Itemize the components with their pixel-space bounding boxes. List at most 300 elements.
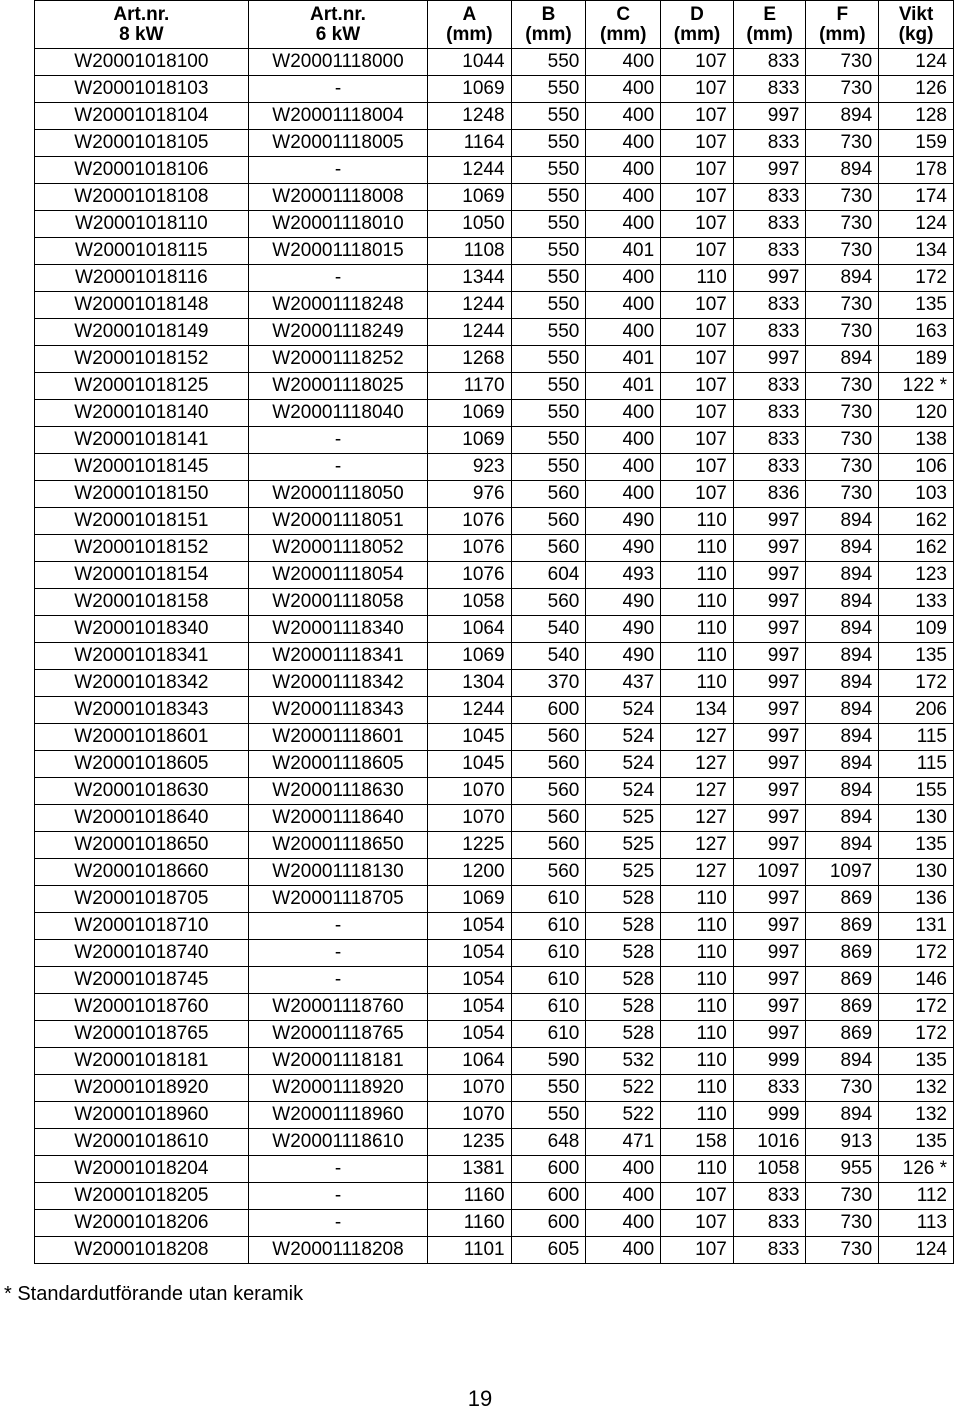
f-cell: 894 xyxy=(806,589,879,616)
e-cell: 997 xyxy=(733,562,806,589)
d-cell: 107 xyxy=(661,49,734,76)
e-cell: 833 xyxy=(733,1237,806,1264)
e-cell: 997 xyxy=(733,832,806,859)
art-nr-8kw-cell: W20001018152 xyxy=(35,535,249,562)
c-cell: 528 xyxy=(586,940,661,967)
e-cell: 997 xyxy=(733,724,806,751)
c-cell: 532 xyxy=(586,1048,661,1075)
table-row xyxy=(35,1183,954,1210)
f-cell: 730 xyxy=(806,130,879,157)
art-nr-6kw-cell: W20001118342 xyxy=(248,670,428,697)
b-cell: 610 xyxy=(511,994,586,1021)
c-cell: 528 xyxy=(586,994,661,1021)
art-nr-6kw-cell: W20001118040 xyxy=(248,400,428,427)
d-cell: 107 xyxy=(661,211,734,238)
e-cell: 833 xyxy=(733,292,806,319)
d-cell: 107 xyxy=(661,481,734,508)
a-cell: 1160 xyxy=(428,1183,511,1210)
a-cell: 1054 xyxy=(428,913,511,940)
f-cell: 894 xyxy=(806,697,879,724)
c-cell: 490 xyxy=(586,508,661,535)
art-nr-8kw-cell: W20001018705 xyxy=(35,886,249,913)
f-cell: 1097 xyxy=(806,859,879,886)
table-row xyxy=(35,157,954,184)
e-cell: 833 xyxy=(733,454,806,481)
f-cell: 869 xyxy=(806,940,879,967)
c-cell: 401 xyxy=(586,346,661,373)
e-cell: 997 xyxy=(733,751,806,778)
art-nr-6kw-cell: - xyxy=(248,940,428,967)
a-cell: 1244 xyxy=(428,157,511,184)
vikt-cell: 106 xyxy=(879,454,954,481)
art-nr-6kw-cell: W20001118051 xyxy=(248,508,428,535)
table-row xyxy=(35,292,954,319)
e-cell: 997 xyxy=(733,913,806,940)
art-nr-8kw-cell: W20001018106 xyxy=(35,157,249,184)
art-nr-8kw-cell: W20001018605 xyxy=(35,751,249,778)
vikt-cell: 172 xyxy=(879,670,954,697)
b-cell: 560 xyxy=(511,859,586,886)
c-cell: 490 xyxy=(586,616,661,643)
table-row xyxy=(35,508,954,535)
a-cell: 1160 xyxy=(428,1210,511,1237)
e-cell: 997 xyxy=(733,616,806,643)
f-cell: 730 xyxy=(806,1183,879,1210)
b-cell: 560 xyxy=(511,832,586,859)
table-row xyxy=(35,697,954,724)
a-cell: 1050 xyxy=(428,211,511,238)
f-cell: 730 xyxy=(806,1075,879,1102)
f-cell: 730 xyxy=(806,454,879,481)
b-cell: 550 xyxy=(511,211,586,238)
vikt-cell: 172 xyxy=(879,1021,954,1048)
table-row xyxy=(35,130,954,157)
art-nr-8kw-cell: W20001018204 xyxy=(35,1156,249,1183)
table-row xyxy=(35,805,954,832)
c-cell: 524 xyxy=(586,724,661,751)
b-cell: 560 xyxy=(511,805,586,832)
a-cell: 1045 xyxy=(428,724,511,751)
table-row xyxy=(35,589,954,616)
d-cell: 107 xyxy=(661,373,734,400)
art-nr-8kw-cell: W20001018150 xyxy=(35,481,249,508)
b-cell: 560 xyxy=(511,481,586,508)
art-nr-6kw-cell: W20001118052 xyxy=(248,535,428,562)
a-cell: 1248 xyxy=(428,103,511,130)
d-cell: 127 xyxy=(661,859,734,886)
c-cell: 524 xyxy=(586,751,661,778)
table-row xyxy=(35,211,954,238)
d-cell: 110 xyxy=(661,1048,734,1075)
art-nr-6kw-cell: W20001118249 xyxy=(248,319,428,346)
art-nr-8kw-cell: W20001018745 xyxy=(35,967,249,994)
table-row xyxy=(35,184,954,211)
art-nr-8kw-cell: W20001018141 xyxy=(35,427,249,454)
vikt-cell: 130 xyxy=(879,805,954,832)
d-cell: 107 xyxy=(661,1183,734,1210)
a-cell: 1070 xyxy=(428,778,511,805)
art-nr-6kw-cell: W20001118601 xyxy=(248,724,428,751)
art-nr-8kw-cell: W20001018154 xyxy=(35,562,249,589)
table-row xyxy=(35,238,954,265)
dimension-table xyxy=(34,0,954,1264)
c-cell: 522 xyxy=(586,1102,661,1129)
c-cell: 522 xyxy=(586,1075,661,1102)
vikt-cell: 115 xyxy=(879,724,954,751)
a-cell: 1069 xyxy=(428,184,511,211)
art-nr-6kw-cell: - xyxy=(248,1183,428,1210)
c-cell: 524 xyxy=(586,778,661,805)
header-d: D (mm) xyxy=(661,1,734,49)
art-nr-6kw-cell: - xyxy=(248,454,428,481)
art-nr-8kw-cell: W20001018140 xyxy=(35,400,249,427)
b-cell: 550 xyxy=(511,319,586,346)
art-nr-6kw-cell: W20001118765 xyxy=(248,1021,428,1048)
art-nr-6kw-cell: W20001118248 xyxy=(248,292,428,319)
vikt-cell: 206 xyxy=(879,697,954,724)
c-cell: 528 xyxy=(586,886,661,913)
b-cell: 560 xyxy=(511,724,586,751)
table-row xyxy=(35,751,954,778)
c-cell: 400 xyxy=(586,1183,661,1210)
d-cell: 110 xyxy=(661,994,734,1021)
header-a: A (mm) xyxy=(428,1,511,49)
d-cell: 127 xyxy=(661,832,734,859)
f-cell: 894 xyxy=(806,346,879,373)
art-nr-8kw-cell: W20001018105 xyxy=(35,130,249,157)
c-cell: 400 xyxy=(586,292,661,319)
e-cell: 999 xyxy=(733,1048,806,1075)
art-nr-6kw-cell: W20001118010 xyxy=(248,211,428,238)
f-cell: 730 xyxy=(806,319,879,346)
d-cell: 107 xyxy=(661,454,734,481)
f-cell: 894 xyxy=(806,157,879,184)
e-cell: 997 xyxy=(733,670,806,697)
art-nr-6kw-cell: W20001118058 xyxy=(248,589,428,616)
a-cell: 1244 xyxy=(428,292,511,319)
e-cell: 997 xyxy=(733,535,806,562)
c-cell: 528 xyxy=(586,913,661,940)
f-cell: 894 xyxy=(806,508,879,535)
b-cell: 550 xyxy=(511,1102,586,1129)
a-cell: 1069 xyxy=(428,643,511,670)
d-cell: 107 xyxy=(661,238,734,265)
b-cell: 610 xyxy=(511,1021,586,1048)
page-number: 19 xyxy=(467,1386,493,1411)
vikt-cell: 128 xyxy=(879,103,954,130)
table-row xyxy=(35,913,954,940)
table-row xyxy=(35,724,954,751)
table-row xyxy=(35,265,954,292)
d-cell: 107 xyxy=(661,184,734,211)
a-cell: 1304 xyxy=(428,670,511,697)
c-cell: 490 xyxy=(586,643,661,670)
table-row xyxy=(35,319,954,346)
table-row xyxy=(35,643,954,670)
d-cell: 110 xyxy=(661,967,734,994)
a-cell: 1268 xyxy=(428,346,511,373)
art-nr-8kw-cell: W20001018208 xyxy=(35,1237,249,1264)
table-row xyxy=(35,373,954,400)
art-nr-8kw-cell: W20001018610 xyxy=(35,1129,249,1156)
table-row xyxy=(35,535,954,562)
art-nr-8kw-cell: W20001018341 xyxy=(35,643,249,670)
vikt-cell: 132 xyxy=(879,1075,954,1102)
header-c: C (mm) xyxy=(586,1,661,49)
f-cell: 869 xyxy=(806,994,879,1021)
table-row xyxy=(35,859,954,886)
c-cell: 471 xyxy=(586,1129,661,1156)
e-cell: 833 xyxy=(733,49,806,76)
f-cell: 730 xyxy=(806,238,879,265)
e-cell: 833 xyxy=(733,1075,806,1102)
f-cell: 869 xyxy=(806,1021,879,1048)
f-cell: 894 xyxy=(806,265,879,292)
vikt-cell: 146 xyxy=(879,967,954,994)
art-nr-8kw-cell: W20001018110 xyxy=(35,211,249,238)
vikt-cell: 124 xyxy=(879,211,954,238)
c-cell: 437 xyxy=(586,670,661,697)
d-cell: 107 xyxy=(661,427,734,454)
art-nr-8kw-cell: W20001018640 xyxy=(35,805,249,832)
art-nr-8kw-cell: W20001018206 xyxy=(35,1210,249,1237)
table-row xyxy=(35,76,954,103)
d-cell: 110 xyxy=(661,616,734,643)
f-cell: 869 xyxy=(806,886,879,913)
a-cell: 1070 xyxy=(428,1102,511,1129)
c-cell: 400 xyxy=(586,1210,661,1237)
e-cell: 999 xyxy=(733,1102,806,1129)
header-f: F (mm) xyxy=(806,1,879,49)
art-nr-6kw-cell: W20001118004 xyxy=(248,103,428,130)
table-row xyxy=(35,49,954,76)
art-nr-6kw-cell: W20001118000 xyxy=(248,49,428,76)
d-cell: 127 xyxy=(661,751,734,778)
e-cell: 997 xyxy=(733,346,806,373)
art-nr-8kw-cell: W20001018760 xyxy=(35,994,249,1021)
a-cell: 1069 xyxy=(428,427,511,454)
f-cell: 894 xyxy=(806,832,879,859)
footnote: * Standardutförande utan keramik xyxy=(4,1283,304,1305)
art-nr-8kw-cell: W20001018158 xyxy=(35,589,249,616)
art-nr-6kw-cell: W20001118054 xyxy=(248,562,428,589)
table-row xyxy=(35,400,954,427)
a-cell: 1076 xyxy=(428,535,511,562)
vikt-cell: 130 xyxy=(879,859,954,886)
vikt-cell: 135 xyxy=(879,832,954,859)
d-cell: 110 xyxy=(661,508,734,535)
f-cell: 955 xyxy=(806,1156,879,1183)
e-cell: 833 xyxy=(733,319,806,346)
e-cell: 833 xyxy=(733,130,806,157)
vikt-cell: 109 xyxy=(879,616,954,643)
c-cell: 400 xyxy=(586,211,661,238)
e-cell: 997 xyxy=(733,778,806,805)
art-nr-6kw-cell: - xyxy=(248,1156,428,1183)
d-cell: 127 xyxy=(661,724,734,751)
c-cell: 525 xyxy=(586,859,661,886)
b-cell: 550 xyxy=(511,76,586,103)
table-header-row xyxy=(35,1,954,49)
art-nr-8kw-cell: W20001018710 xyxy=(35,913,249,940)
e-cell: 997 xyxy=(733,589,806,616)
art-nr-8kw-cell: W20001018342 xyxy=(35,670,249,697)
art-nr-6kw-cell: - xyxy=(248,265,428,292)
vikt-cell: 131 xyxy=(879,913,954,940)
c-cell: 528 xyxy=(586,967,661,994)
art-nr-8kw-cell: W20001018149 xyxy=(35,319,249,346)
b-cell: 540 xyxy=(511,643,586,670)
art-nr-6kw-cell: W20001118015 xyxy=(248,238,428,265)
vikt-cell: 115 xyxy=(879,751,954,778)
art-nr-8kw-cell: W20001018740 xyxy=(35,940,249,967)
art-nr-8kw-cell: W20001018125 xyxy=(35,373,249,400)
vikt-cell: 134 xyxy=(879,238,954,265)
a-cell: 1076 xyxy=(428,508,511,535)
d-cell: 110 xyxy=(661,589,734,616)
f-cell: 730 xyxy=(806,211,879,238)
art-nr-6kw-cell: W20001118760 xyxy=(248,994,428,1021)
table-row xyxy=(35,562,954,589)
a-cell: 1244 xyxy=(428,697,511,724)
b-cell: 600 xyxy=(511,1183,586,1210)
b-cell: 370 xyxy=(511,670,586,697)
e-cell: 833 xyxy=(733,1210,806,1237)
a-cell: 1244 xyxy=(428,319,511,346)
art-nr-8kw-cell: W20001018100 xyxy=(35,49,249,76)
e-cell: 997 xyxy=(733,643,806,670)
d-cell: 107 xyxy=(661,103,734,130)
b-cell: 610 xyxy=(511,967,586,994)
f-cell: 894 xyxy=(806,670,879,697)
vikt-cell: 120 xyxy=(879,400,954,427)
art-nr-6kw-cell: W20001118640 xyxy=(248,805,428,832)
art-nr-6kw-cell: W20001118343 xyxy=(248,697,428,724)
art-nr-8kw-cell: W20001018152 xyxy=(35,346,249,373)
c-cell: 400 xyxy=(586,319,661,346)
vikt-cell: 138 xyxy=(879,427,954,454)
c-cell: 528 xyxy=(586,1021,661,1048)
art-nr-6kw-cell: W20001118050 xyxy=(248,481,428,508)
art-nr-6kw-cell: W20001118181 xyxy=(248,1048,428,1075)
table-row xyxy=(35,1156,954,1183)
vikt-cell: 135 xyxy=(879,1048,954,1075)
a-cell: 1235 xyxy=(428,1129,511,1156)
c-cell: 400 xyxy=(586,130,661,157)
e-cell: 997 xyxy=(733,508,806,535)
art-nr-8kw-cell: W20001018151 xyxy=(35,508,249,535)
b-cell: 550 xyxy=(511,427,586,454)
art-nr-8kw-cell: W20001018601 xyxy=(35,724,249,751)
b-cell: 550 xyxy=(511,103,586,130)
art-nr-8kw-cell: W20001018205 xyxy=(35,1183,249,1210)
e-cell: 997 xyxy=(733,994,806,1021)
b-cell: 600 xyxy=(511,1156,586,1183)
e-cell: 833 xyxy=(733,373,806,400)
d-cell: 110 xyxy=(661,1102,734,1129)
b-cell: 604 xyxy=(511,562,586,589)
art-nr-6kw-cell: W20001118252 xyxy=(248,346,428,373)
art-nr-8kw-cell: W20001018116 xyxy=(35,265,249,292)
a-cell: 1064 xyxy=(428,616,511,643)
c-cell: 400 xyxy=(586,427,661,454)
f-cell: 730 xyxy=(806,427,879,454)
c-cell: 400 xyxy=(586,265,661,292)
vikt-cell: 135 xyxy=(879,292,954,319)
vikt-cell: 113 xyxy=(879,1210,954,1237)
e-cell: 997 xyxy=(733,886,806,913)
a-cell: 1200 xyxy=(428,859,511,886)
f-cell: 730 xyxy=(806,49,879,76)
e-cell: 833 xyxy=(733,184,806,211)
e-cell: 833 xyxy=(733,238,806,265)
f-cell: 894 xyxy=(806,778,879,805)
table-row xyxy=(35,1048,954,1075)
e-cell: 1058 xyxy=(733,1156,806,1183)
art-nr-8kw-cell: W20001018920 xyxy=(35,1075,249,1102)
vikt-cell: 136 xyxy=(879,886,954,913)
f-cell: 894 xyxy=(806,535,879,562)
vikt-cell: 124 xyxy=(879,1237,954,1264)
c-cell: 400 xyxy=(586,49,661,76)
d-cell: 110 xyxy=(661,562,734,589)
b-cell: 600 xyxy=(511,697,586,724)
vikt-cell: 174 xyxy=(879,184,954,211)
art-nr-8kw-cell: W20001018103 xyxy=(35,76,249,103)
f-cell: 894 xyxy=(806,1048,879,1075)
a-cell: 1344 xyxy=(428,265,511,292)
table-row xyxy=(35,967,954,994)
e-cell: 997 xyxy=(733,967,806,994)
e-cell: 997 xyxy=(733,265,806,292)
vikt-cell: 163 xyxy=(879,319,954,346)
b-cell: 550 xyxy=(511,157,586,184)
d-cell: 110 xyxy=(661,886,734,913)
vikt-cell: 172 xyxy=(879,265,954,292)
c-cell: 525 xyxy=(586,805,661,832)
art-nr-8kw-cell: W20001018630 xyxy=(35,778,249,805)
b-cell: 550 xyxy=(511,292,586,319)
a-cell: 1054 xyxy=(428,1021,511,1048)
c-cell: 400 xyxy=(586,157,661,184)
art-nr-6kw-cell: W20001118605 xyxy=(248,751,428,778)
a-cell: 1101 xyxy=(428,1237,511,1264)
vikt-cell: 178 xyxy=(879,157,954,184)
b-cell: 610 xyxy=(511,886,586,913)
art-nr-6kw-cell: W20001118208 xyxy=(248,1237,428,1264)
art-nr-6kw-cell: W20001118650 xyxy=(248,832,428,859)
d-cell: 107 xyxy=(661,319,734,346)
table-row xyxy=(35,346,954,373)
a-cell: 1064 xyxy=(428,1048,511,1075)
d-cell: 107 xyxy=(661,292,734,319)
art-nr-6kw-cell: - xyxy=(248,967,428,994)
d-cell: 127 xyxy=(661,778,734,805)
a-cell: 1054 xyxy=(428,994,511,1021)
vikt-cell: 126 * xyxy=(879,1156,954,1183)
c-cell: 400 xyxy=(586,103,661,130)
c-cell: 490 xyxy=(586,589,661,616)
vikt-cell: 162 xyxy=(879,535,954,562)
c-cell: 400 xyxy=(586,1156,661,1183)
f-cell: 894 xyxy=(806,643,879,670)
f-cell: 894 xyxy=(806,751,879,778)
f-cell: 913 xyxy=(806,1129,879,1156)
table-row xyxy=(35,1021,954,1048)
art-nr-8kw-cell: W20001018660 xyxy=(35,859,249,886)
f-cell: 730 xyxy=(806,184,879,211)
b-cell: 560 xyxy=(511,535,586,562)
